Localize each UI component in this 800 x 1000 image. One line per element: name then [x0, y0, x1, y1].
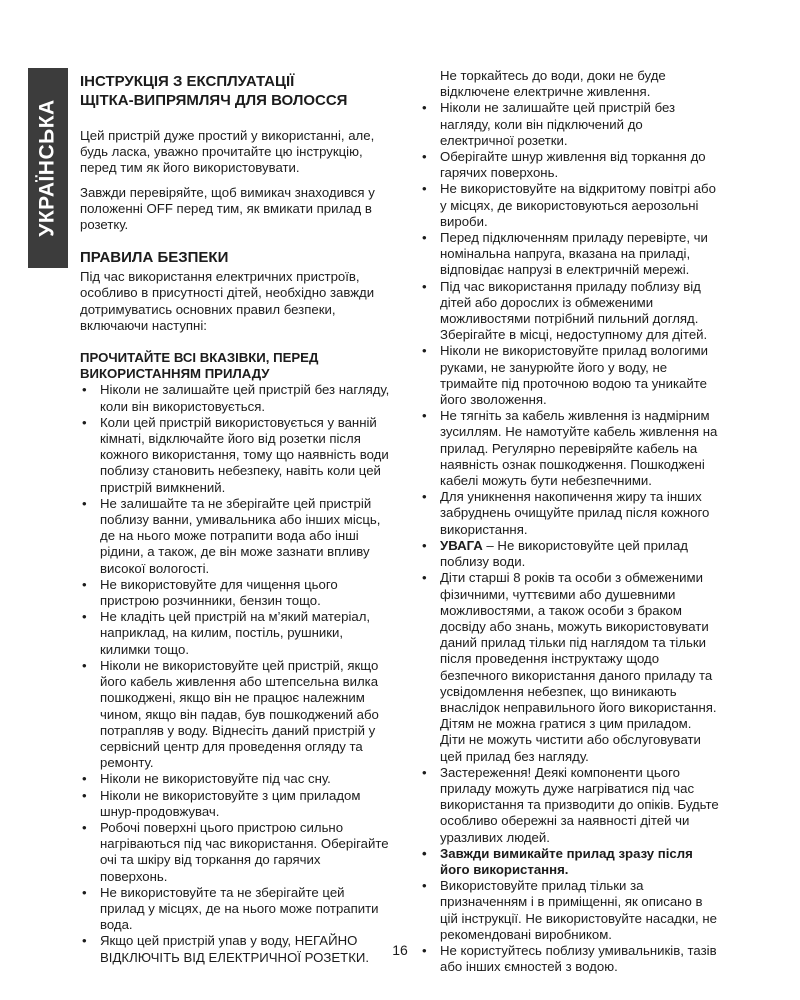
list-item: • Під час використання приладу поблизу від дітей або дорослих із обмеженими можливостями потрібний пильний догляд. Зберігайте в місці, недоступному для дітей.: [420, 279, 720, 344]
bold-list-item: • Завжди вимикайте прилад зразу після його використання.: [420, 846, 720, 878]
read-instructions-heading: ПРОЧИТАЙТЕ ВСІ ВКАЗІВКИ, ПЕРЕД ВИКОРИСТАННЯМ ПРИЛАДУ: [80, 350, 319, 382]
safety-list-right: [420, 100, 720, 975]
list-item: • Не залишайте та не зберігайте цей пристрій поблизу ванни, умивальника або інших місць, де на нього може потрапити вода або інші рідини, а також, де він може зазнати впливу високої вологості.: [80, 496, 390, 577]
list-item: • Для уникнення накопичення жиру та інших забруднень очищуйте прилад після кожного використання.: [420, 489, 720, 538]
right-column: [420, 68, 720, 975]
list-item: • Коли цей пристрій використовується у ванній кімнаті, відключайте його від розетки після кожного використання, тому що наявність води поблизу становить небезпеку, навіть коли цей пристрій вимкнений.: [80, 415, 390, 496]
title-line-2: ЩІТКА-ВИПРЯМЛЯЧ ДЛЯ ВОЛОССЯ: [80, 92, 348, 109]
list-item: • Не використовуйте та не зберігайте цей прилад у місцях, де на нього може потрапити вода.: [80, 885, 390, 934]
page-number: 16: [392, 942, 408, 958]
list-item: • Оберігайте шнур живлення від торкання до гарячих поверхонь.: [420, 149, 720, 181]
safety-heading: ПРАВИЛА БЕЗПЕКИ: [80, 249, 229, 267]
list-item: • Не тягніть за кабель живлення із надмірним зусиллям. Не намотуйте кабель живлення на прилад. Регулярно перевіряйте кабель на наявність ознак пошкодження. Пошкоджені кабелі можуть бути небезпечними.: [420, 408, 720, 489]
list-item: • Застереження! Деякі компоненти цього приладу можуть дуже нагріватися під час використання та призводити до опіків. Будьте особливо обережні за наявності дітей чи уразливих людей.: [420, 765, 720, 846]
list-item: • Ніколи не використовуйте прилад вологими руками, не занурюйте його у воду, не тримайте під проточною водою та уникайте його зволоження.: [420, 343, 720, 408]
list-item: • Не використовуйте для чищення цього пристрою розчинники, бензин тощо.: [80, 577, 390, 609]
language-tab: [28, 68, 68, 268]
list-item: • Якщо цей пристрій упав у воду, НЕГАЙНО ВІДКЛЮЧІТЬ ВІД ЕЛЕКТРИЧНОЇ РОЗЕТКИ.: [80, 933, 390, 965]
left-column: [80, 68, 390, 966]
list-item: • Не кладіть цей пристрій на м’який матеріал, наприклад, на килим, постіль, рушники, килимки тощо.: [80, 609, 390, 658]
list-item: • Ніколи не використовуйте з цим приладом шнур-продовжувач.: [80, 788, 390, 820]
list-item: • Ніколи не використовуйте цей пристрій, якщо його кабель живлення або штепсельна вилка пошкоджені, якщо він не працює належним чином, якщо він падав, був пошкоджений або потрапляв у воду. Віднесіть даний пристрій у сервісний центр для проведення огляду та ремонту.: [80, 658, 390, 771]
intro-paragraph: Цей пристрій дуже простий у використанні, але, будь ласка, уважно прочитайте цю інструкцію, перед тим як його використовувати.: [80, 128, 375, 176]
warning-item: [420, 538, 720, 570]
list-item: • Не користуйтесь поблизу умивальників, тазів або інших ємностей з водою.: [420, 943, 720, 975]
list-item: • Не використовуйте на відкритому повітрі або у місцях, де використовуються аерозольні вироби.: [420, 181, 720, 230]
safety-intro: Під час використання електричних пристроїв, особливо в присутності дітей, необхідно завжди дотримуватись основних правил безпеки, включаючи наступні:: [80, 269, 375, 333]
language-tab-label: УКРАЇНСЬКА: [36, 99, 60, 237]
list-item: • Ніколи не залишайте цей пристрій без нагляду, коли він підключений до електричної розетки.: [420, 100, 720, 149]
document-title: [80, 72, 390, 110]
intro-paragraph: Завжди перевіряйте, щоб вимикач знаходився у положенні OFF перед тим, як вмикати прилад в розетку.: [80, 184, 375, 233]
list-item: • Ніколи не залишайте цей пристрій без нагляду, коли він використовується.: [80, 382, 390, 414]
list-item-continuation: Не торкайтесь до води, доки не буде відключене електричне живлення.: [440, 68, 666, 100]
warning-label: УВАГА: [440, 537, 483, 553]
warning-text: – Не використовуйте цей прилад поблизу води.: [440, 537, 688, 570]
list-item: • Робочі поверхні цього пристрою сильно нагріваються під час використання. Оберігайте очі та шкіру від торкання до гарячих поверхонь.: [80, 820, 390, 885]
safety-list-left: [80, 382, 390, 965]
list-item: • Діти старші 8 років та особи з обмеженими фізичними, чуттєвими або душевними можливостями, а також особи з браком досвіду або знань, можуть використовувати даний прилад тільки під наглядом та тільки після проведення інструктажу щодо безпечного використання даного приладу та усвідомлення небезпек, що виникають внаслідок неправильного його використання. Дітям не можна гратися з цим приладом. Діти не можуть чистити або обслуговувати цей прилад без нагляду.: [420, 570, 720, 764]
title-line-1: ІНСТРУКЦІЯ З ЕКСПЛУАТАЦІЇ: [80, 73, 295, 90]
list-item: • Використовуйте прилад тільки за призначенням і в приміщенні, як описано в цій інструкції. Не використовуйте насадки, не рекомендовані виробником.: [420, 878, 720, 943]
list-item: • Ніколи не використовуйте під час сну.: [80, 771, 390, 787]
list-item: • Перед підключенням приладу перевірте, чи номінальна напруга, вказана на приладі, відповідає напрузі в електричній мережі.: [420, 230, 720, 279]
